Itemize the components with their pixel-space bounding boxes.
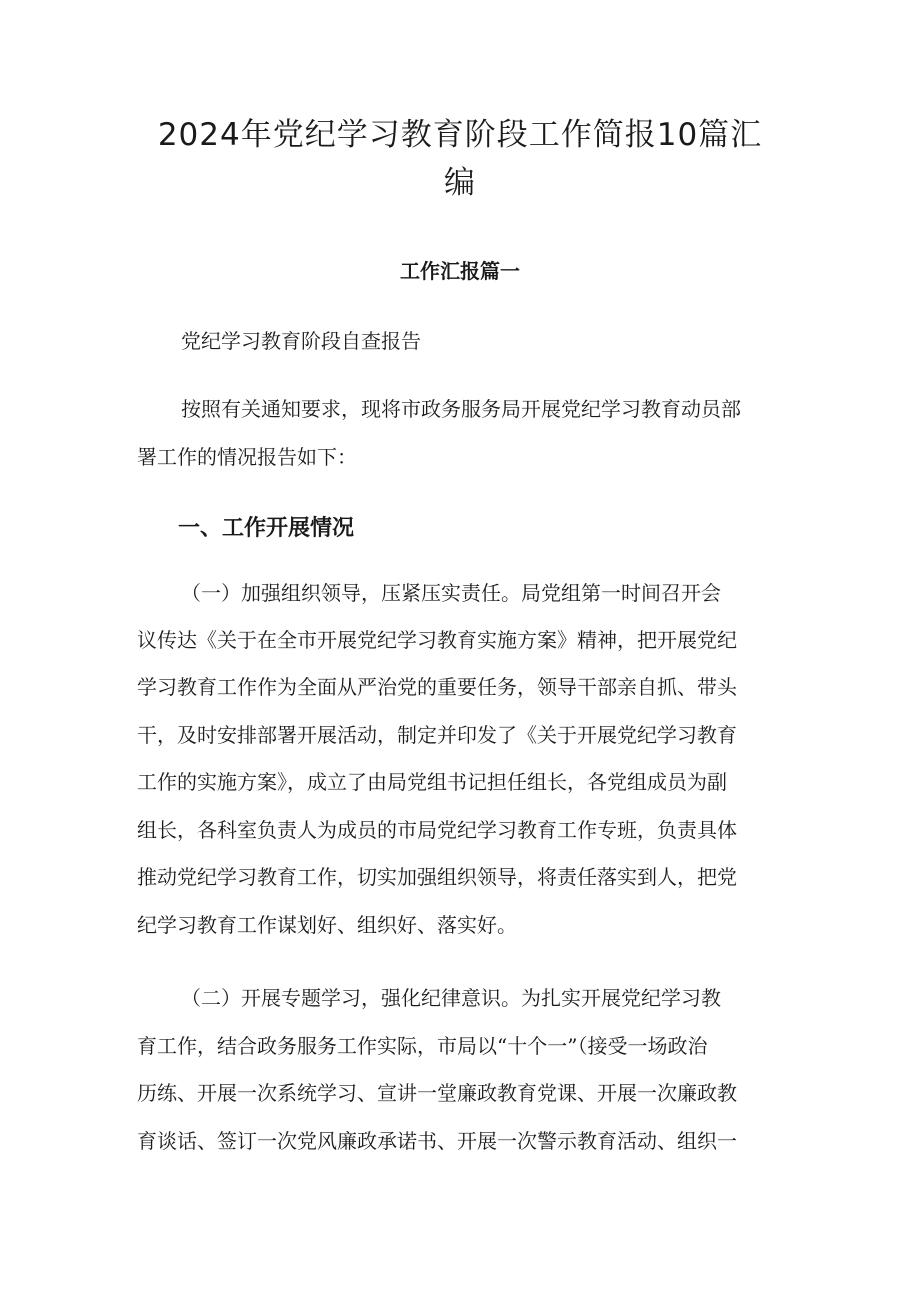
para1-line-6: 组长，各科室负责人为成员的市局党纪学习教育工作专班，负责具体: [137, 818, 737, 842]
para1-line-4: 干，及时安排部署开展活动，制定并印发了《关于开展党纪学习教育: [137, 723, 737, 747]
para1-line-8: 纪学习教育工作谋划好、组织好、落实好。: [137, 913, 517, 937]
para2-line-4: 育谈话、签订一次党风廉政承诺书、开展一次警示教育活动、组织一: [137, 1129, 737, 1153]
intro-line-1: 按照有关通知要求，现将市政务服务局开展党纪学习教育动员部: [181, 397, 741, 421]
document-title-line-1: 2024年党纪学习教育阶段工作简报10篇汇: [157, 117, 763, 153]
intro-line-2: 署工作的情况报告如下：: [137, 445, 357, 469]
para1-line-5: 工作的实施方案》，成立了由局党组书记担任组长，各党组成员为副: [137, 770, 727, 794]
para1-line-2: 议传达《关于在全市开展党纪学习教育实施方案》精神，把开展党纪: [137, 628, 737, 652]
para2-line-1: （二）开展专题学习，强化纪律意识。为扎实开展党纪学习教: [181, 986, 721, 1010]
document-title-line-2: 编: [444, 165, 476, 201]
para1-line-1: （一）加强组织领导，压紧压实责任。局党组第一时间召开会: [181, 581, 721, 605]
para1-line-3: 学习教育工作作为全面从严治党的重要任务，领导干部亲自抓、带头: [137, 675, 737, 699]
para2-line-3: 历练、开展一次系统学习、宣讲一堂廉政教育党课、开展一次廉政教: [137, 1081, 737, 1105]
para1-line-7: 推动党纪学习教育工作，切实加强组织领导，将责任落实到人，把党: [137, 865, 737, 889]
heading-work-status: 一、工作开展情况: [178, 516, 355, 541]
report-subtitle: 党纪学习教育阶段自查报告: [181, 329, 421, 353]
para2-line-2: 育工作，结合政务服务工作实际，市局以“十个一”（接受一场政治: [137, 1034, 708, 1058]
section-heading: 工作汇报篇一: [400, 259, 520, 283]
